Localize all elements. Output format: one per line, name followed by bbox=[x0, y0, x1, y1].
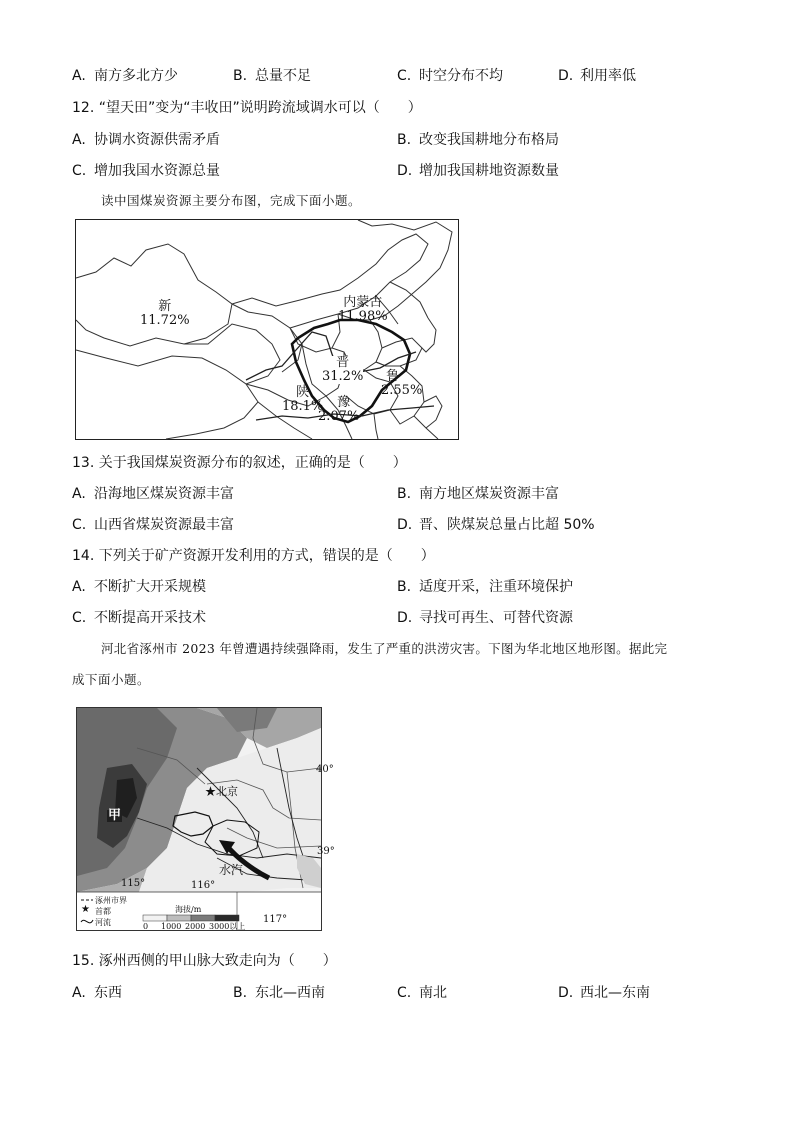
q11-option-c[interactable] bbox=[397, 67, 503, 85]
q12-option-b[interactable] bbox=[397, 131, 559, 149]
star-icon: ★ bbox=[81, 904, 90, 915]
option-text: 不断扩大开采规模 bbox=[94, 579, 206, 595]
option-letter: D. bbox=[558, 985, 574, 1001]
lon-115-label: 115° bbox=[121, 878, 146, 889]
shandong-pct: 2.55% bbox=[381, 383, 423, 398]
xinjiang-pct: 11.72% bbox=[140, 313, 190, 328]
option-letter: A. bbox=[72, 132, 86, 148]
legend-capital: 首都 bbox=[95, 907, 111, 916]
intro-flood-line2: 成下面小题。 bbox=[72, 672, 151, 687]
q15-stem: 15. 涿州西侧的甲山脉大致走向为（ ） bbox=[72, 953, 337, 969]
option-text: 南方地区煤炭资源丰富 bbox=[419, 486, 559, 502]
option-text: 改变我国耕地分布格局 bbox=[419, 132, 559, 148]
legend-river: 河流 bbox=[95, 918, 111, 927]
option-text: 南北 bbox=[419, 985, 447, 1001]
q11-option-b[interactable] bbox=[233, 67, 311, 85]
option-letter: A. bbox=[72, 486, 86, 502]
option-text: 沿海地区煤炭资源丰富 bbox=[94, 486, 234, 502]
xinjiang-name: 新 bbox=[158, 299, 172, 314]
option-letter: C. bbox=[72, 517, 87, 533]
label-shandong bbox=[363, 370, 422, 398]
option-letter: D. bbox=[397, 517, 413, 533]
legend-tick-0: 0 bbox=[143, 922, 149, 931]
legend-elevation-title: 海拔/m bbox=[175, 905, 202, 914]
legend-boundary: 涿州市界 bbox=[95, 896, 127, 905]
q13-option-b[interactable] bbox=[397, 485, 559, 503]
intro-coal-map: 读中国煤炭资源主要分布图，完成下面小题。 bbox=[101, 193, 362, 208]
q15-option-a[interactable] bbox=[72, 984, 122, 1002]
lon-116-label: 116° bbox=[191, 880, 216, 891]
label-xinjiang bbox=[140, 300, 190, 328]
label-shanxi bbox=[322, 356, 363, 384]
option-letter: A. bbox=[72, 68, 86, 84]
option-letter: B. bbox=[397, 132, 412, 148]
option-letter: D. bbox=[397, 163, 413, 179]
option-text: 协调水资源供需矛盾 bbox=[94, 132, 220, 148]
option-letter: B. bbox=[233, 985, 248, 1001]
option-text: 山西省煤炭资源最丰富 bbox=[94, 517, 234, 533]
q12-option-c[interactable] bbox=[72, 162, 220, 180]
jia-mountain-label: 甲 bbox=[108, 808, 122, 823]
option-letter: B. bbox=[397, 579, 412, 595]
q12-option-a[interactable] bbox=[72, 131, 220, 149]
option-text: 总量不足 bbox=[255, 68, 311, 84]
legend-tick-1000: 1000 bbox=[161, 922, 182, 931]
lat-40-label: 40° bbox=[316, 764, 334, 775]
option-text: 南方多北方少 bbox=[94, 68, 178, 84]
shaanxi-pct: 18.1% bbox=[282, 399, 324, 414]
water-vapor-label: 水汽 bbox=[219, 863, 244, 877]
option-letter: B. bbox=[233, 68, 248, 84]
option-letter: C. bbox=[72, 610, 87, 626]
option-letter: A. bbox=[72, 985, 86, 1001]
option-text: 增加我国水资源总量 bbox=[94, 163, 220, 179]
option-text: 西北—东南 bbox=[580, 985, 650, 1001]
inner-mongolia-pct: 11.98% bbox=[338, 309, 388, 324]
option-letter: D. bbox=[397, 610, 413, 626]
legend-tick-2000: 2000 bbox=[185, 922, 206, 931]
q11-option-d[interactable] bbox=[558, 67, 636, 85]
beijing-label: ★北京 bbox=[205, 785, 238, 798]
option-text: 晋、陕煤炭总量占比超 50% bbox=[419, 517, 595, 533]
option-letter: C. bbox=[397, 985, 412, 1001]
intro-flood-line1: 河北省涿州市 2023 年曾遭遇持续强降雨，发生了严重的洪涝灾害。下图为华北地区地形图。据此完 bbox=[101, 641, 668, 656]
lon-117-label: 117° bbox=[263, 914, 288, 925]
q14-stem: 14. 下列关于矿产资源开发利用的方式，错误的是（ ） bbox=[72, 548, 435, 564]
option-text: 东西 bbox=[94, 985, 122, 1001]
option-text: 利用率低 bbox=[580, 68, 636, 84]
option-letter: B. bbox=[397, 486, 412, 502]
option-text: 增加我国耕地资源数量 bbox=[419, 163, 559, 179]
lat-39-label: 39° bbox=[317, 846, 335, 857]
q14-option-d[interactable] bbox=[397, 609, 573, 627]
option-letter: D. bbox=[558, 68, 574, 84]
q15-option-b[interactable] bbox=[233, 984, 325, 1002]
shanxi-pct: 31.2% bbox=[322, 369, 364, 384]
inner-mongolia-name: 内蒙古 bbox=[343, 295, 383, 310]
q14-option-c[interactable] bbox=[72, 609, 206, 627]
q14-option-a[interactable] bbox=[72, 578, 206, 596]
q15-option-d[interactable] bbox=[558, 984, 650, 1002]
shanxi-name: 晋 bbox=[336, 355, 350, 370]
shandong-name: 鲁 bbox=[386, 369, 400, 384]
option-text: 适度开采，注重环境保护 bbox=[419, 579, 573, 595]
option-letter: A. bbox=[72, 579, 86, 595]
q12-stem: 12. “望天田”变为“丰收田”说明跨流域调水可以（ ） bbox=[72, 100, 422, 116]
option-text: 东北—西南 bbox=[255, 985, 325, 1001]
china-outline-map bbox=[76, 220, 458, 439]
q13-option-a[interactable] bbox=[72, 485, 234, 503]
q14-option-b[interactable] bbox=[397, 578, 573, 596]
label-inner-mongolia bbox=[338, 296, 388, 324]
q15-option-c[interactable] bbox=[397, 984, 447, 1002]
q11-option-a[interactable] bbox=[72, 67, 178, 85]
label-henan bbox=[318, 396, 359, 424]
q12-option-d[interactable] bbox=[397, 162, 559, 180]
option-letter: C. bbox=[397, 68, 412, 84]
henan-pct: 2.07% bbox=[318, 409, 360, 424]
q13-option-d[interactable] bbox=[397, 516, 595, 534]
legend-tick-3000: 3000以上 bbox=[209, 922, 246, 931]
option-text: 寻找可再生、可替代资源 bbox=[419, 610, 573, 626]
henan-name: 豫 bbox=[337, 395, 351, 410]
option-text: 时空分布不均 bbox=[419, 68, 503, 84]
q13-option-c[interactable] bbox=[72, 516, 234, 534]
option-text: 不断提高开采技术 bbox=[94, 610, 206, 626]
shaanxi-name: 陕 bbox=[296, 385, 310, 400]
option-letter: C. bbox=[72, 163, 87, 179]
q13-stem: 13. 关于我国煤炭资源分布的叙述，正确的是（ ） bbox=[72, 455, 407, 471]
north-china-topo-map bbox=[76, 707, 335, 931]
coal-distribution-map bbox=[75, 219, 459, 440]
